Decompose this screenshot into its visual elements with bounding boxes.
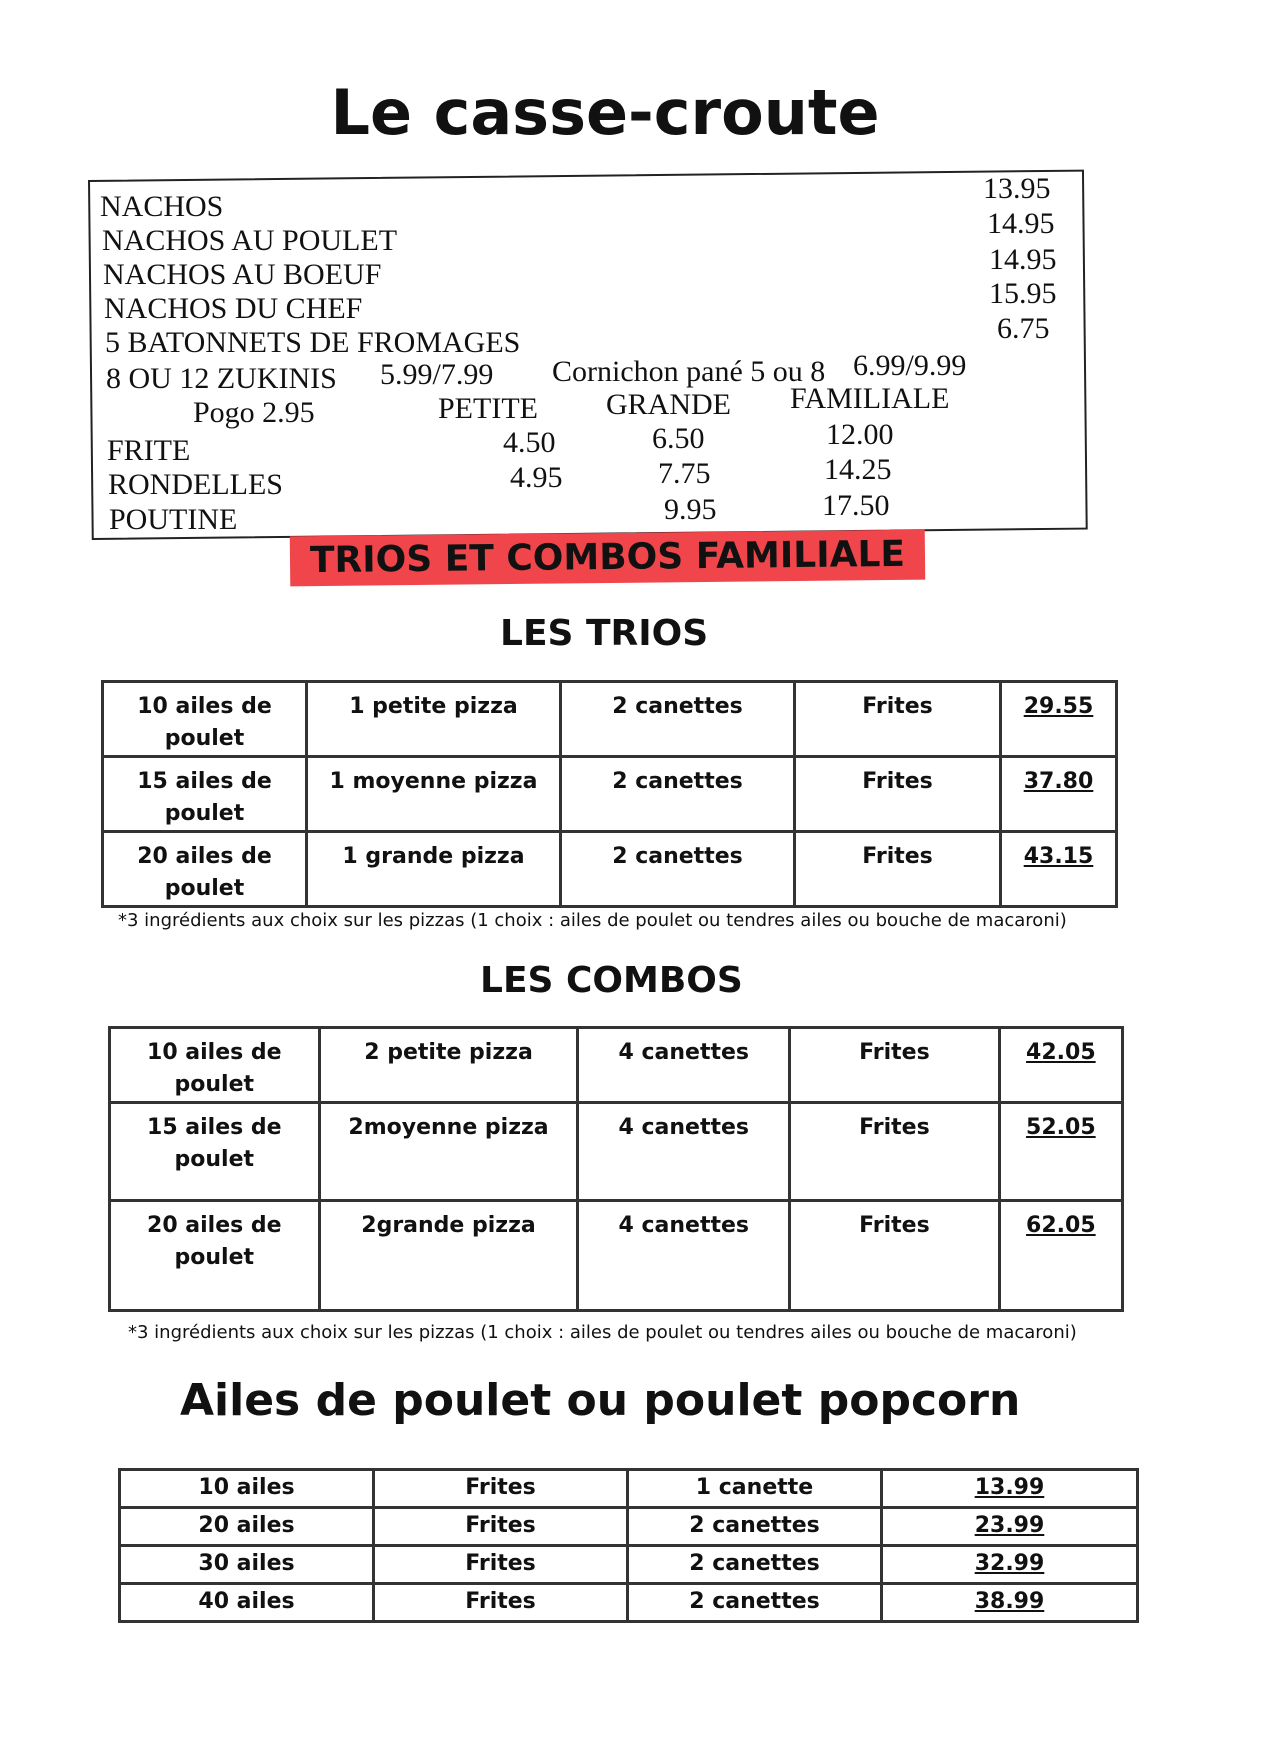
sized-item-grande: 7.75	[658, 457, 711, 490]
sized-item-name: POUTINE	[109, 503, 238, 536]
table-row	[120, 1508, 1138, 1546]
table-row	[120, 1584, 1138, 1622]
wings-price: 32.99	[882, 1546, 1138, 1584]
wings-fries: Frites	[374, 1546, 628, 1584]
sized-item-petite: 4.50	[503, 426, 556, 459]
combo-fries: Frites	[790, 1201, 1000, 1311]
trio-price: 37.80	[1001, 757, 1117, 832]
combo-fries: Frites	[790, 1028, 1000, 1103]
trio-fries: Frites	[795, 682, 1001, 757]
trio-drinks: 2 canettes	[561, 832, 795, 907]
menu-item-name: NACHOS AU POULET	[102, 224, 398, 257]
trio-price: 43.15	[1001, 832, 1117, 907]
combo-price: 42.05	[999, 1028, 1122, 1103]
zukinis-label: 8 OU 12 ZUKINIS	[106, 362, 337, 395]
wings-title: Ailes de poulet ou poulet popcorn	[180, 1375, 1021, 1426]
combos-footnote: *3 ingrédients aux choix sur les pizzas (1 choix : ailes de poulet ou tendres ailes ou bouche de macaroni)	[128, 1322, 1077, 1343]
trio-drinks: 2 canettes	[561, 757, 795, 832]
trio-wings: 15 ailes de poulet	[103, 757, 307, 832]
combo-wings: 10 ailes de poulet	[110, 1028, 320, 1103]
sized-item-familiale: 17.50	[822, 489, 890, 522]
combos-title: LES COMBOS	[480, 960, 743, 1001]
trio-pizza: 1 moyenne pizza	[307, 757, 561, 832]
zukinis-price: 5.99/7.99	[380, 358, 494, 391]
wings-price: 13.99	[882, 1470, 1138, 1508]
size-header-familiale: FAMILIALE	[790, 382, 950, 415]
table-row	[110, 1103, 1123, 1201]
combo-price: 52.05	[999, 1103, 1122, 1201]
wings-qty: 10 ailes	[120, 1470, 374, 1508]
sized-item-name: RONDELLES	[108, 468, 283, 501]
wings-qty: 20 ailes	[120, 1508, 374, 1546]
combo-drinks: 4 canettes	[578, 1028, 790, 1103]
combos-table	[108, 1026, 1124, 1312]
trio-fries: Frites	[795, 832, 1001, 907]
sized-item-petite: 4.95	[510, 461, 563, 494]
wings-drinks: 2 canettes	[628, 1584, 882, 1622]
trios-title: LES TRIOS	[500, 613, 709, 654]
trio-wings: 10 ailes de poulet	[103, 682, 307, 757]
menu-item-price: 15.95	[989, 277, 1057, 310]
pogo-label: Pogo 2.95	[193, 396, 315, 429]
sized-item-familiale: 14.25	[824, 453, 892, 486]
cornichon-price: 6.99/9.99	[853, 349, 967, 382]
menu-item-name: 5 BATONNETS DE FROMAGES	[105, 326, 521, 359]
menu-item-name: NACHOS	[100, 190, 224, 223]
table-row	[120, 1470, 1138, 1508]
wings-qty: 30 ailes	[120, 1546, 374, 1584]
sized-item-grande: 6.50	[652, 422, 705, 455]
trio-fries: Frites	[795, 757, 1001, 832]
sized-item-grande: 9.95	[664, 493, 717, 526]
combos-banner: TRIOS ET COMBOS FAMILIALE	[290, 530, 925, 587]
trio-wings: 20 ailes de poulet	[103, 832, 307, 907]
combo-drinks: 4 canettes	[578, 1201, 790, 1311]
menu-item-name: NACHOS DU CHEF	[104, 292, 363, 325]
trio-price: 29.55	[1001, 682, 1117, 757]
size-header-petite: PETITE	[438, 392, 538, 425]
wings-price: 38.99	[882, 1584, 1138, 1622]
trio-pizza: 1 petite pizza	[307, 682, 561, 757]
wings-fries: Frites	[374, 1470, 628, 1508]
combo-pizza: 2 petite pizza	[319, 1028, 578, 1103]
table-row	[103, 832, 1117, 907]
cornichon-label: Cornichon pané 5 ou 8	[552, 355, 826, 388]
trio-pizza: 1 grande pizza	[307, 832, 561, 907]
menu-item-name: NACHOS AU BOEUF	[103, 258, 382, 291]
size-header-grande: GRANDE	[606, 388, 731, 421]
combo-wings: 15 ailes de poulet	[110, 1103, 320, 1201]
wings-drinks: 1 canette	[628, 1470, 882, 1508]
menu-item-price: 14.95	[987, 207, 1055, 240]
trios-table	[101, 680, 1118, 908]
combo-pizza: 2moyenne pizza	[319, 1103, 578, 1201]
sized-item-familiale: 12.00	[826, 418, 894, 451]
wings-fries: Frites	[374, 1584, 628, 1622]
combo-fries: Frites	[790, 1103, 1000, 1201]
wings-fries: Frites	[374, 1508, 628, 1546]
table-row	[120, 1546, 1138, 1584]
wings-qty: 40 ailes	[120, 1584, 374, 1622]
trio-drinks: 2 canettes	[561, 682, 795, 757]
sized-item-name: FRITE	[107, 434, 191, 467]
menu-item-price: 14.95	[989, 243, 1057, 276]
combo-pizza: 2grande pizza	[319, 1201, 578, 1311]
wings-drinks: 2 canettes	[628, 1546, 882, 1584]
wings-table	[118, 1468, 1139, 1623]
menu-item-price: 13.95	[983, 172, 1051, 205]
table-row	[110, 1028, 1123, 1103]
combo-price: 62.05	[999, 1201, 1122, 1311]
table-row	[103, 757, 1117, 832]
combo-wings: 20 ailes de poulet	[110, 1201, 320, 1311]
combo-drinks: 4 canettes	[578, 1103, 790, 1201]
menu-item-price: 6.75	[997, 312, 1050, 345]
table-row	[103, 682, 1117, 757]
trios-footnote: *3 ingrédients aux choix sur les pizzas (1 choix : ailes de poulet ou tendres ailes ou bouche de macaroni)	[118, 910, 1067, 931]
page-title: Le casse-croute	[330, 76, 880, 149]
table-row	[110, 1201, 1123, 1311]
wings-drinks: 2 canettes	[628, 1508, 882, 1546]
wings-price: 23.99	[882, 1508, 1138, 1546]
